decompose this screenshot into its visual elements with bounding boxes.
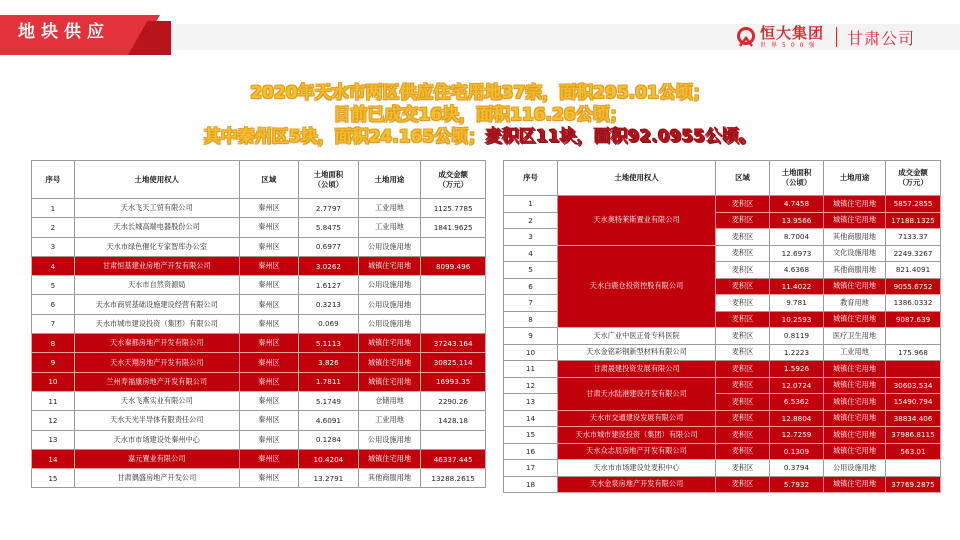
cell-use: 城镇住宅用地 [824,377,886,394]
cell-area: 4.6368 [770,262,824,279]
cell-amount [421,237,486,256]
cell-amount: 5857.2855 [886,196,941,213]
cell-area: 4.6091 [299,411,358,430]
cell-amount: 38834.406 [886,410,941,427]
cell-use: 城镇住宅用地 [358,449,421,468]
cell-no: 5 [504,262,558,279]
cell-owner: 天水市绿色催化专家智库办公室 [74,237,239,256]
cell-use: 公用设施用地 [824,460,886,477]
cell-owner: 天水天光半导体有限责任公司 [74,411,239,430]
cell-amount: 37986.8115 [886,427,941,444]
cell-use: 医疗卫生用地 [824,328,886,345]
cell-amount: 2249.3267 [886,245,941,262]
cell-owner: 嘉元置业有限公司 [74,449,239,468]
cell-area: 0.3794 [770,460,824,477]
cell-no: 11 [32,391,75,410]
cell-use: 城镇住宅用地 [824,361,886,378]
cell-use: 城镇住宅用地 [824,427,886,444]
cell-owner: 天水广业中医正骨专科医院 [558,328,716,345]
table-row [32,218,486,237]
cell-owner: 天水市市场建设处秦州中心 [74,430,239,449]
table-row [32,391,486,410]
col-use: 土地用途 [824,161,886,196]
cell-no: 1 [32,199,75,218]
cell-no: 2 [32,218,75,237]
table-row [504,443,941,460]
cell-amount: 46337.445 [421,449,486,468]
cell-use: 城镇住宅用地 [358,256,421,275]
brand-tagline: 世界500强 [760,42,820,49]
cell-area: 5.1749 [299,391,358,410]
headline-maiji: 麦积区11块，面积92.0955公顷。 [485,127,757,147]
cell-amount: 37243.164 [421,334,486,353]
cell-no: 8 [32,334,75,353]
cell-district: 秦州区 [239,295,298,314]
cell-use: 公用设施用地 [358,314,421,333]
headline-line-3 [0,126,960,148]
table-row [32,334,486,353]
cell-no: 14 [504,410,558,427]
table-row [504,245,941,262]
cell-district: 秦州区 [239,314,298,333]
company-name: 甘肃公司 [847,28,916,48]
cell-amount: 175.968 [886,344,941,361]
cell-area: 3.826 [299,353,358,372]
cell-use: 城镇住宅用地 [824,476,886,493]
cell-district: 麦积区 [716,361,770,378]
table-row [504,328,941,345]
table-header-row [32,161,486,199]
cell-no: 6 [504,278,558,295]
cell-amount: 1841.9625 [421,218,486,237]
section-title: 地块供应 [18,22,110,42]
cell-owner: 兰州寿福康房地产开发有限公司 [74,372,239,391]
cell-district: 麦积区 [716,229,770,246]
cell-no: 4 [32,256,75,275]
cell-area: 6.5362 [770,394,824,411]
cell-district: 秦州区 [239,237,298,256]
cell-use: 城镇住宅用地 [358,334,421,353]
cell-amount [886,328,941,345]
cell-district: 麦积区 [716,196,770,213]
cell-area: 1.6127 [299,276,358,295]
cell-district: 麦积区 [716,262,770,279]
cell-no: 3 [32,237,75,256]
cell-amount: 30825.114 [421,353,486,372]
logo-divider [836,27,837,47]
cell-no: 6 [32,295,75,314]
cell-use: 其他商服用地 [824,262,886,279]
cell-use: 城镇住宅用地 [824,196,886,213]
cell-area: 0.6977 [299,237,358,256]
headline-line-1: 2020年天水市两区供应住宅用地37宗，面积295.01公顷； [250,83,710,103]
cell-owner: 天水飞天工贸有限公司 [74,199,239,218]
cell-use: 公用设施用地 [358,276,421,295]
headline-line-2: 目前已成交16块，面积116.26公顷； [333,105,627,125]
table-header-row [504,161,941,196]
cell-district: 麦积区 [716,377,770,394]
table-row [504,196,941,213]
cell-area: 10.2593 [770,311,824,328]
cell-district: 麦积区 [716,278,770,295]
table-row [32,237,486,256]
cell-district: 秦州区 [239,449,298,468]
cell-area: 12.7259 [770,427,824,444]
cell-use: 工业用地 [358,218,421,237]
col-district: 区域 [716,161,770,196]
cell-owner: 天水长城高端电器股份公司 [74,218,239,237]
cell-use: 城镇住宅用地 [358,353,421,372]
cell-area: 13.9566 [770,212,824,229]
cell-district: 秦州区 [239,256,298,275]
cell-amount: 1428.18 [421,411,486,430]
cell-district: 秦州区 [239,430,298,449]
cell-district: 秦州区 [239,411,298,430]
cell-owner: 天水白鹿仓投资控股有限公司 [558,245,716,328]
cell-district: 秦州区 [239,334,298,353]
cell-owner: 天水市城市建设投资（集团）有限公司 [558,427,716,444]
cell-use: 工业用地 [824,344,886,361]
cell-no: 4 [504,245,558,262]
table-row [32,353,486,372]
col-area: 土地面积 （公顷） [299,161,358,199]
cell-no: 13 [32,430,75,449]
cell-area: 0.8119 [770,328,824,345]
cell-amount: 1386.0332 [886,295,941,312]
cell-use: 城镇住宅用地 [824,278,886,295]
cell-district: 麦积区 [716,344,770,361]
cell-amount: 9055.6752 [886,278,941,295]
cell-owner: 天水市商贸基础设施建设经营有限公司 [74,295,239,314]
cell-no: 15 [504,427,558,444]
cell-district: 秦州区 [239,469,298,488]
cell-area: 12.6973 [770,245,824,262]
cell-owner: 天水市自然资源局 [74,276,239,295]
cell-area: 4.7458 [770,196,824,213]
cell-owner: 天水市市场建设处麦积中心 [558,460,716,477]
cell-amount: 9087.639 [886,311,941,328]
cell-use: 其他商服用地 [358,469,421,488]
cell-amount: 8099.496 [421,256,486,275]
cell-no: 7 [32,314,75,333]
cell-district: 麦积区 [716,476,770,493]
cell-district: 麦积区 [716,212,770,229]
table-row [32,411,486,430]
cell-no: 5 [32,276,75,295]
col-owner: 土地使用权人 [74,161,239,199]
table-row [32,256,486,275]
cell-area: 10.4204 [299,449,358,468]
cell-use: 城镇住宅用地 [358,372,421,391]
cell-amount: 821.4091 [886,262,941,279]
cell-no: 11 [504,361,558,378]
cell-area: 11.4022 [770,278,824,295]
cell-no: 2 [504,212,558,229]
cell-amount [421,314,486,333]
col-owner: 土地使用权人 [558,161,716,196]
cell-use: 公用设施用地 [358,237,421,256]
cell-amount: 17188.1325 [886,212,941,229]
cell-use: 工业用地 [358,411,421,430]
cell-use: 其他商服用地 [824,229,886,246]
cell-amount: 2290.26 [421,391,486,410]
cell-district: 麦积区 [716,443,770,460]
table-row [32,449,486,468]
col-use: 土地用途 [358,161,421,199]
cell-owner: 甘肃恒基建业房地产开发有限公司 [74,256,239,275]
cell-use: 城镇住宅用地 [824,311,886,328]
cell-no: 15 [32,469,75,488]
cell-owner: 天水市交通建设发展有限公司 [558,410,716,427]
col-no: 序号 [504,161,558,196]
cell-area: 5.7932 [770,476,824,493]
cell-amount: 30603.534 [886,377,941,394]
cell-use: 教育用地 [824,295,886,312]
col-area: 土地面积 （公顷） [770,161,824,196]
cell-owner: 天水众志辰房地产开发有限公司 [558,443,716,460]
cell-no: 13 [504,394,558,411]
cell-district: 秦州区 [239,391,298,410]
cell-district: 麦积区 [716,328,770,345]
cell-area: 0.1284 [299,430,358,449]
cell-owner: 天水天翔房地产开发有限公司 [74,353,239,372]
cell-owner: 甘肃偶盛房地产开发公司 [74,469,239,488]
table-row [504,427,941,444]
headline-qinzhou: 其中秦州区5块，面积24.165公顷； [203,127,486,147]
cell-use: 城镇住宅用地 [824,394,886,411]
table-row [32,314,486,333]
cell-owner: 甘肃晟建投资发展有限公司 [558,361,716,378]
col-amount: 成交金额 （万元） [421,161,486,199]
cell-area: 2.7797 [299,199,358,218]
cell-owner: 天水奥特莱斯置业有限公司 [558,196,716,246]
cell-district: 麦积区 [716,295,770,312]
maiji-land-table [503,160,941,493]
table-row [32,276,486,295]
cell-use: 公用设施用地 [358,295,421,314]
brand-name: 恒大集团 [760,24,825,42]
cell-no: 9 [32,353,75,372]
cell-area: 1.2223 [770,344,824,361]
cell-no: 14 [32,449,75,468]
table-row [32,469,486,488]
cell-no: 1 [504,196,558,213]
cell-amount: 16993.35 [421,372,486,391]
cell-use: 工业用地 [358,199,421,218]
cell-area: 5.1113 [299,334,358,353]
cell-use: 公用设施用地 [358,430,421,449]
cell-district: 秦州区 [239,372,298,391]
cell-amount: 7133.37 [886,229,941,246]
cell-district: 秦州区 [239,218,298,237]
cell-amount [421,276,486,295]
cell-owner: 甘肃天水陆港建设开发有限公司 [558,377,716,410]
cell-no: 18 [504,476,558,493]
col-no: 序号 [32,161,75,199]
cell-amount [421,430,486,449]
table-row [32,295,486,314]
cell-owner: 天水飞燕实业有限公司 [74,391,239,410]
cell-amount: 563.01 [886,443,941,460]
cell-no: 9 [504,328,558,345]
cell-amount: 13288.2615 [421,469,486,488]
cell-area: 0.1309 [770,443,824,460]
cell-no: 10 [504,344,558,361]
cell-use: 城镇住宅用地 [824,212,886,229]
cell-no: 7 [504,295,558,312]
cell-amount [421,295,486,314]
cell-area: 5.8475 [299,218,358,237]
cell-area: 0.069 [299,314,358,333]
cell-area: 1.7811 [299,372,358,391]
cell-area: 3.0262 [299,256,358,275]
cell-owner: 天水金铭彩钢新型材料有限公司 [558,344,716,361]
cell-no: 12 [32,411,75,430]
table-row [32,199,486,218]
cell-owner: 天水秦都房地产开发有限公司 [74,334,239,353]
cell-use: 城镇住宅用地 [824,410,886,427]
col-amount: 成交金额 （万元） [886,161,941,196]
cell-amount [886,361,941,378]
qinzhou-land-table [31,160,486,488]
cell-owner: 天水市城市建设投资（集团）有限公司 [74,314,239,333]
cell-district: 麦积区 [716,394,770,411]
table-row [504,344,941,361]
cell-amount: 37769.2875 [886,476,941,493]
cell-amount: 15490.794 [886,394,941,411]
cell-no: 10 [32,372,75,391]
table-row [504,377,941,394]
cell-no: 12 [504,377,558,394]
cell-area: 9.781 [770,295,824,312]
table-row [32,372,486,391]
table-row [504,410,941,427]
table-row [32,430,486,449]
cell-no: 16 [504,443,558,460]
cell-area: 13.2791 [299,469,358,488]
table-row [504,476,941,493]
cell-district: 秦州区 [239,276,298,295]
cell-district: 麦积区 [716,245,770,262]
table-row [504,361,941,378]
cell-amount [886,460,941,477]
evergrande-logo-icon [736,27,756,47]
cell-use: 文化设施用地 [824,245,886,262]
cell-amount: 1125.7785 [421,199,486,218]
table-row [504,460,941,477]
cell-district: 麦积区 [716,410,770,427]
cell-no: 3 [504,229,558,246]
cell-district: 麦积区 [716,427,770,444]
cell-district: 秦州区 [239,199,298,218]
cell-owner: 天水金泉房地产开发有限公司 [558,476,716,493]
cell-area: 1.5926 [770,361,824,378]
cell-use: 仓储用地 [358,391,421,410]
cell-area: 12.8804 [770,410,824,427]
cell-district: 麦积区 [716,460,770,477]
cell-district: 麦积区 [716,311,770,328]
cell-area: 0.3213 [299,295,358,314]
brand-logo [736,24,915,50]
col-district: 区域 [239,161,298,199]
cell-district: 秦州区 [239,353,298,372]
cell-area: 8.7004 [770,229,824,246]
cell-no: 17 [504,460,558,477]
cell-area: 12.0724 [770,377,824,394]
cell-no: 8 [504,311,558,328]
cell-use: 城镇住宅用地 [824,443,886,460]
